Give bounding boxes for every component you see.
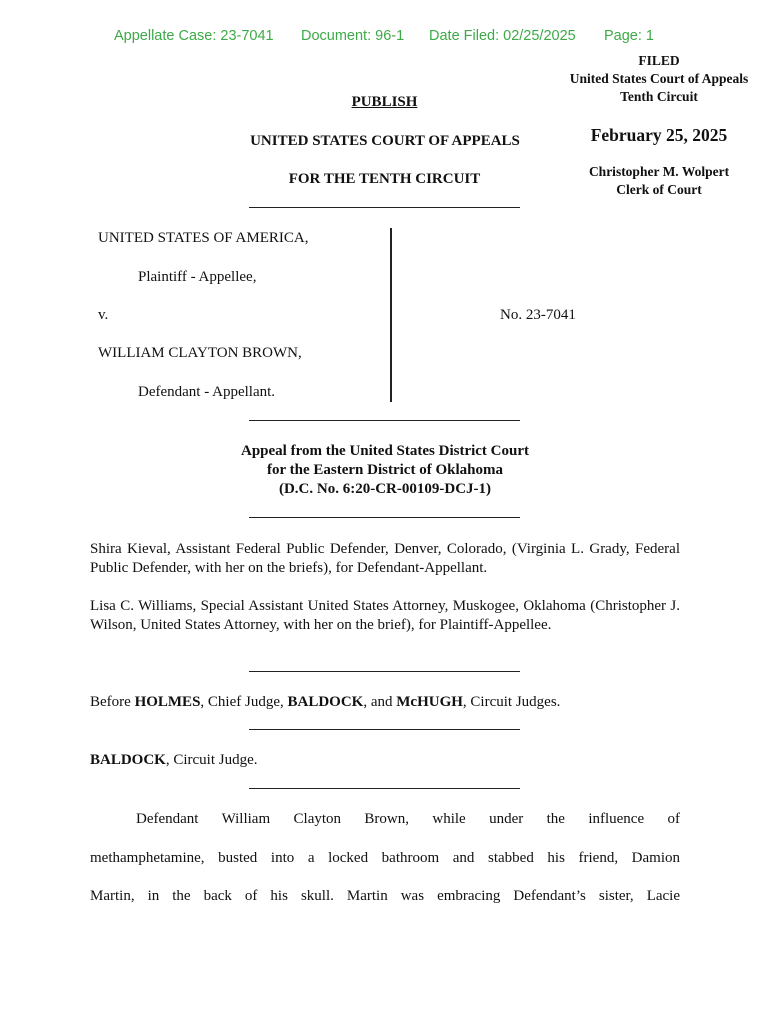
defendant-name: WILLIAM CLAYTON BROWN, (98, 345, 302, 361)
header-case: Appellate Case: 23-7041 (114, 28, 274, 44)
defendant-role: Defendant - Appellant. (138, 384, 276, 400)
versus-label: v. (98, 307, 109, 323)
filed-court: United States Court of Appeals (569, 71, 749, 86)
divider (249, 671, 520, 672)
author-line (90, 752, 258, 769)
judge-holmes-title: , Chief Judge, (200, 694, 288, 710)
clerk-name: Christopher M. Wolpert (588, 164, 730, 179)
panel-line (90, 694, 560, 711)
author-name: BALDOCK (90, 752, 166, 768)
filed-circuit: Tenth Circuit (620, 89, 698, 104)
divider (249, 420, 520, 421)
publish-label: PUBLISH (351, 94, 418, 110)
divider (249, 788, 520, 789)
court-title: UNITED STATES COURT OF APPEALS (250, 133, 520, 149)
counsel-appellee: Lisa C. Williams, Special Assistant United States Attorney, Muskogee, Oklahoma (Christopher J. Wilson, United States Attorney, with her on the brief), for Plaintiff-Appellee. (90, 598, 680, 633)
appeal-line-2: for the Eastern District of Oklahoma (267, 462, 503, 478)
header-document: Document: 96-1 (301, 28, 405, 44)
header-page: Page: 1 (604, 28, 654, 44)
clerk-title: Clerk of Court (616, 182, 702, 197)
opinion-line-3: Martin, in the back of his skull. Martin was embracing Defendant’s sister, Lacie (90, 888, 680, 904)
judge-mchugh: McHUGH (396, 694, 463, 710)
author-title: , Circuit Judge. (165, 752, 258, 768)
header-date-filed: Date Filed: 02/25/2025 (429, 28, 576, 44)
appeal-line-3: (D.C. No. 6:20-CR-00109-DCJ-1) (278, 481, 492, 497)
divider (249, 729, 520, 730)
panel-before: Before (90, 694, 135, 710)
panel-and: , and (363, 694, 397, 710)
divider (249, 207, 520, 208)
circuit-title: FOR THE TENTH CIRCUIT (288, 171, 481, 187)
divider (249, 517, 520, 518)
opinion-line-2: methamphetamine, busted into a locked bathroom and stabbed his friend, Damion (90, 850, 680, 866)
plaintiff-role: Plaintiff - Appellee, (138, 269, 257, 285)
plaintiff-name: UNITED STATES OF AMERICA, (98, 230, 309, 246)
filed-label: FILED (638, 53, 680, 68)
opinion-line-1: Defendant William Clayton Brown, while under the influence of (136, 811, 680, 827)
filed-date: February 25, 2025 (590, 125, 728, 145)
caption-vertical-rule (390, 228, 392, 402)
judge-holmes: HOLMES (134, 694, 201, 710)
case-number: No. 23-7041 (500, 307, 576, 323)
appeal-line-1: Appeal from the United States District Court (240, 443, 530, 459)
judges-title: , Circuit Judges. (462, 694, 561, 710)
judge-baldock: BALDOCK (287, 694, 364, 710)
counsel-appellant: Shira Kieval, Assistant Federal Public Defender, Denver, Colorado, (Virginia L. Grady, Federal Public Defender, with her on the briefs), for Defendant-Appellant. (90, 541, 680, 576)
